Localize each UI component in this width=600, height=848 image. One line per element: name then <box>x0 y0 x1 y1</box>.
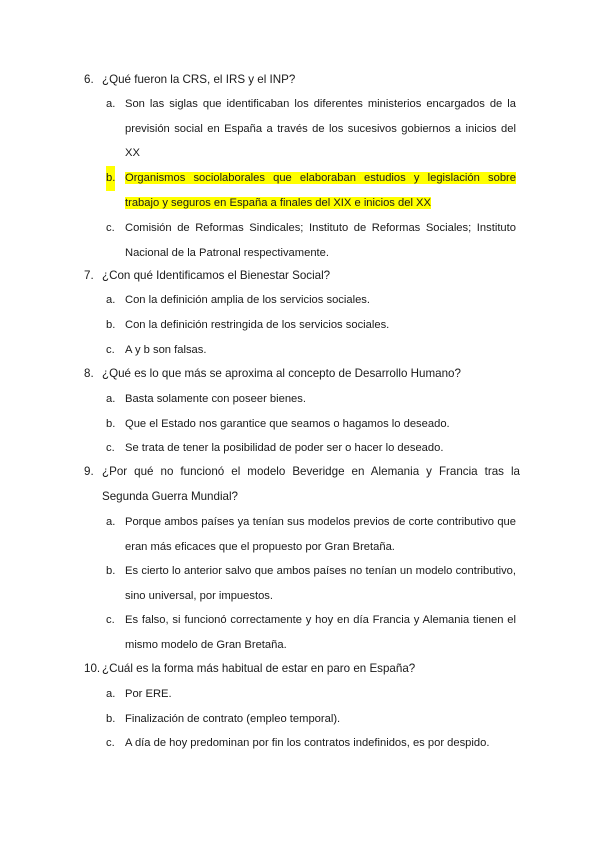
option-6b <box>106 166 516 215</box>
option-letter: b. <box>106 565 116 577</box>
option-letter: b. <box>106 166 115 191</box>
question-text: ¿Con qué Identificamos el Bienestar Social? <box>102 269 331 282</box>
option-letter: a. <box>106 393 116 405</box>
option-letter: a. <box>106 294 116 306</box>
option-letter: a. <box>106 516 116 528</box>
option-text: Finalización de contrato (empleo temporal). <box>125 713 341 725</box>
question-8 <box>84 362 520 387</box>
option-text: Es cierto lo anterior salvo que ambos países no tenían un modelo contributivo, sino universal, por impuestos. <box>125 565 516 602</box>
option-letter: c. <box>106 442 115 454</box>
option-text: Se trata de tener la posibilidad de poder ser o hacer lo deseado. <box>125 442 444 454</box>
question-text: ¿Por qué no funcionó el modelo Beveridge en Alemania y Francia tras la Segunda Guerra Mundial? <box>102 465 520 503</box>
option-text: Comisión de Reformas Sindicales; Instituto de Reformas Sociales; Instituto Nacional de la Patronal respectivamente. <box>125 222 516 259</box>
option-10c <box>106 731 516 756</box>
option-8a <box>106 387 516 412</box>
question-9 <box>84 460 520 509</box>
question-number: 9. <box>84 465 94 478</box>
question-number: 7. <box>84 269 94 282</box>
question-10 <box>84 657 520 682</box>
question-number: 8. <box>84 367 94 380</box>
option-text: A día de hoy predominan por fin los contratos indefinidos, es por despido. <box>125 737 490 749</box>
question-6 <box>84 68 520 93</box>
option-text: Con la definición amplia de los servicios sociales. <box>125 294 370 306</box>
question-number: 6. <box>84 73 94 86</box>
option-text: Con la definición restringida de los servicios sociales. <box>125 319 390 331</box>
question-7 <box>84 264 520 289</box>
option-text: Por ERE. <box>125 688 172 700</box>
question-text: ¿Cuál es la forma más habitual de estar en paro en España? <box>102 662 416 675</box>
option-10a <box>106 682 516 707</box>
option-6c <box>106 216 516 265</box>
option-7b <box>106 313 516 338</box>
option-letter: c. <box>106 344 115 356</box>
option-letter: b. <box>106 713 116 725</box>
option-text: Es falso, si funcionó correctamente y hoy en día Francia y Alemania tienen el mismo modelo de Gran Bretaña. <box>125 614 516 651</box>
option-7a <box>106 288 516 313</box>
option-letter: a. <box>106 688 116 700</box>
question-number: 10. <box>84 662 101 675</box>
option-9b <box>106 559 516 608</box>
option-letter: b. <box>106 418 116 430</box>
option-8c <box>106 436 516 461</box>
option-letter: c. <box>106 614 115 626</box>
option-6a <box>106 92 516 166</box>
option-letter: c. <box>106 222 115 234</box>
question-text: ¿Qué es lo que más se aproxima al concepto de Desarrollo Humano? <box>102 367 461 380</box>
option-9a <box>106 510 516 559</box>
question-text: ¿Qué fueron la CRS, el IRS y el INP? <box>102 73 296 86</box>
highlighted-answer: Organismos sociolaborales que elaboraban estudios y legislación sobre trabajo y seguros en España a finales del XIX e inicios del XX <box>125 172 516 209</box>
option-letter: c. <box>106 737 115 749</box>
option-text: A y b son falsas. <box>125 344 207 356</box>
option-text: Son las siglas que identificaban los diferentes ministerios encargados de la previsión social en España a través de los sucesivos gobiernos a inicios del XX <box>125 98 516 160</box>
option-letter: a. <box>106 98 116 110</box>
option-9c <box>106 608 516 657</box>
option-7c <box>106 338 516 363</box>
option-text: Que el Estado nos garantice que seamos o hagamos lo deseado. <box>125 418 450 430</box>
option-text: Porque ambos países ya tenían sus modelos previos de corte contributivo que eran más eficaces que el propuesto por Gran Bretaña. <box>125 516 516 553</box>
option-text: Basta solamente con poseer bienes. <box>125 393 306 405</box>
option-10b <box>106 707 516 732</box>
option-8b <box>106 412 516 437</box>
option-letter: b. <box>106 319 116 331</box>
